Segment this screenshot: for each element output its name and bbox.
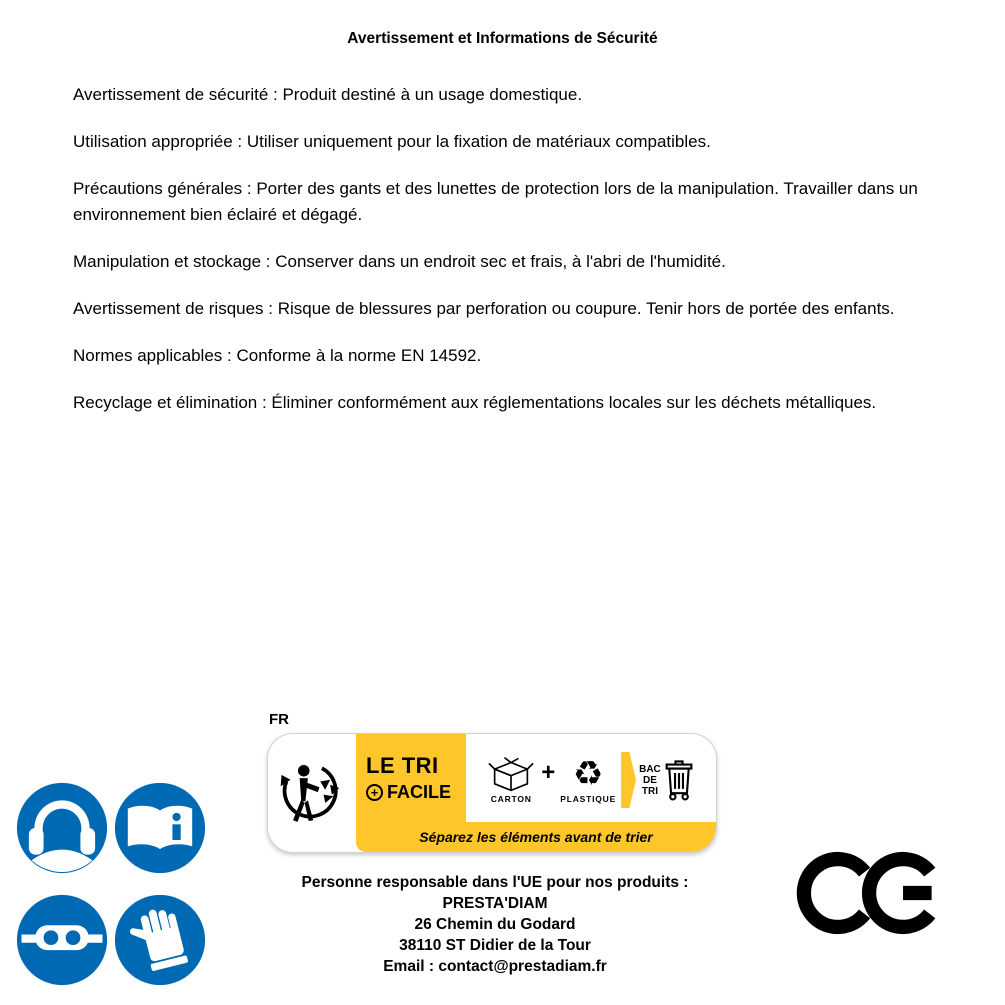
bac-de-tri (621, 752, 696, 808)
carton-box-icon (486, 756, 536, 792)
le-tri-facile-badge (356, 734, 466, 822)
badge-line2: FACILE (387, 782, 452, 802)
plastique-material (560, 756, 616, 804)
paragraph-general-precautions: Précautions générales : Porter des gants et des lunettes de protection lors de la manipulation. Travailler dans un environnement bien éclairé et dégagé. (73, 179, 918, 224)
tagline-strip (356, 822, 716, 852)
carton-label: CARTON (490, 794, 532, 804)
responsible-person-block (245, 872, 745, 977)
address-line2: 38110 ST Didier de la Tour (399, 937, 591, 954)
recycling-bin-icon (664, 758, 694, 802)
document-title: Avertissement et Informations de Sécurité (347, 30, 658, 47)
triman-icon (268, 734, 356, 852)
bac-line3: TRI (641, 785, 658, 797)
company-name: PRESTA'DIAM (442, 895, 548, 912)
chevron-right-icon (621, 752, 636, 808)
plastique-label: PLASTIQUE (560, 794, 617, 804)
tagline-text: Séparez les éléments avant de trier (419, 829, 653, 845)
wear-protective-gloves-icon (114, 894, 206, 986)
paragraph-recycling: Recyclage et élimination : Éliminer conformément aux réglementations locales sur les déchets métalliques. (73, 393, 877, 412)
tri-facile-banner (267, 733, 717, 853)
plus-circle-icon: + (366, 784, 383, 801)
paragraph-risk-warning: Avertissement de risques : Risque de blessures par perforation ou coupure. Tenir hors de portée des enfants. (73, 299, 895, 318)
safety-paragraphs (73, 82, 960, 416)
wear-ear-protection-icon (16, 782, 108, 874)
recycling-arrows-icon: ♻ (572, 755, 604, 793)
read-instruction-manual-icon (114, 782, 206, 874)
plus-sign: + (541, 759, 556, 786)
badge-line1: LE TRI (366, 753, 439, 778)
bac-line2: DE (642, 774, 657, 786)
paragraph-appropriate-use: Utilisation appropriée : Utiliser uniquement pour la fixation de matériaux compatibles. (73, 132, 711, 151)
responsible-intro: Personne responsable dans l'UE pour nos produits : (301, 874, 689, 891)
ce-marking-icon (795, 846, 945, 940)
mandatory-safety-icons (16, 782, 206, 986)
paragraph-security-warning: Avertissement de sécurité : Produit destiné à un usage domestique. (73, 85, 583, 104)
address-line1: 26 Chemin du Godard (414, 916, 576, 933)
bac-de-tri-label (639, 764, 661, 797)
materials-row (466, 734, 716, 822)
country-code-label: FR (269, 711, 289, 728)
email-line: Email : contact@prestadiam.fr (383, 958, 607, 975)
paragraph-handling-storage: Manipulation et stockage : Conserver dans un endroit sec et frais, à l'abri de l'humidité. (73, 252, 726, 271)
wear-eye-protection-icon (16, 894, 108, 986)
bac-line1: BAC (639, 763, 661, 775)
carton-material (486, 756, 536, 804)
paragraph-standards: Normes applicables : Conforme à la norme EN 14592. (73, 346, 482, 365)
